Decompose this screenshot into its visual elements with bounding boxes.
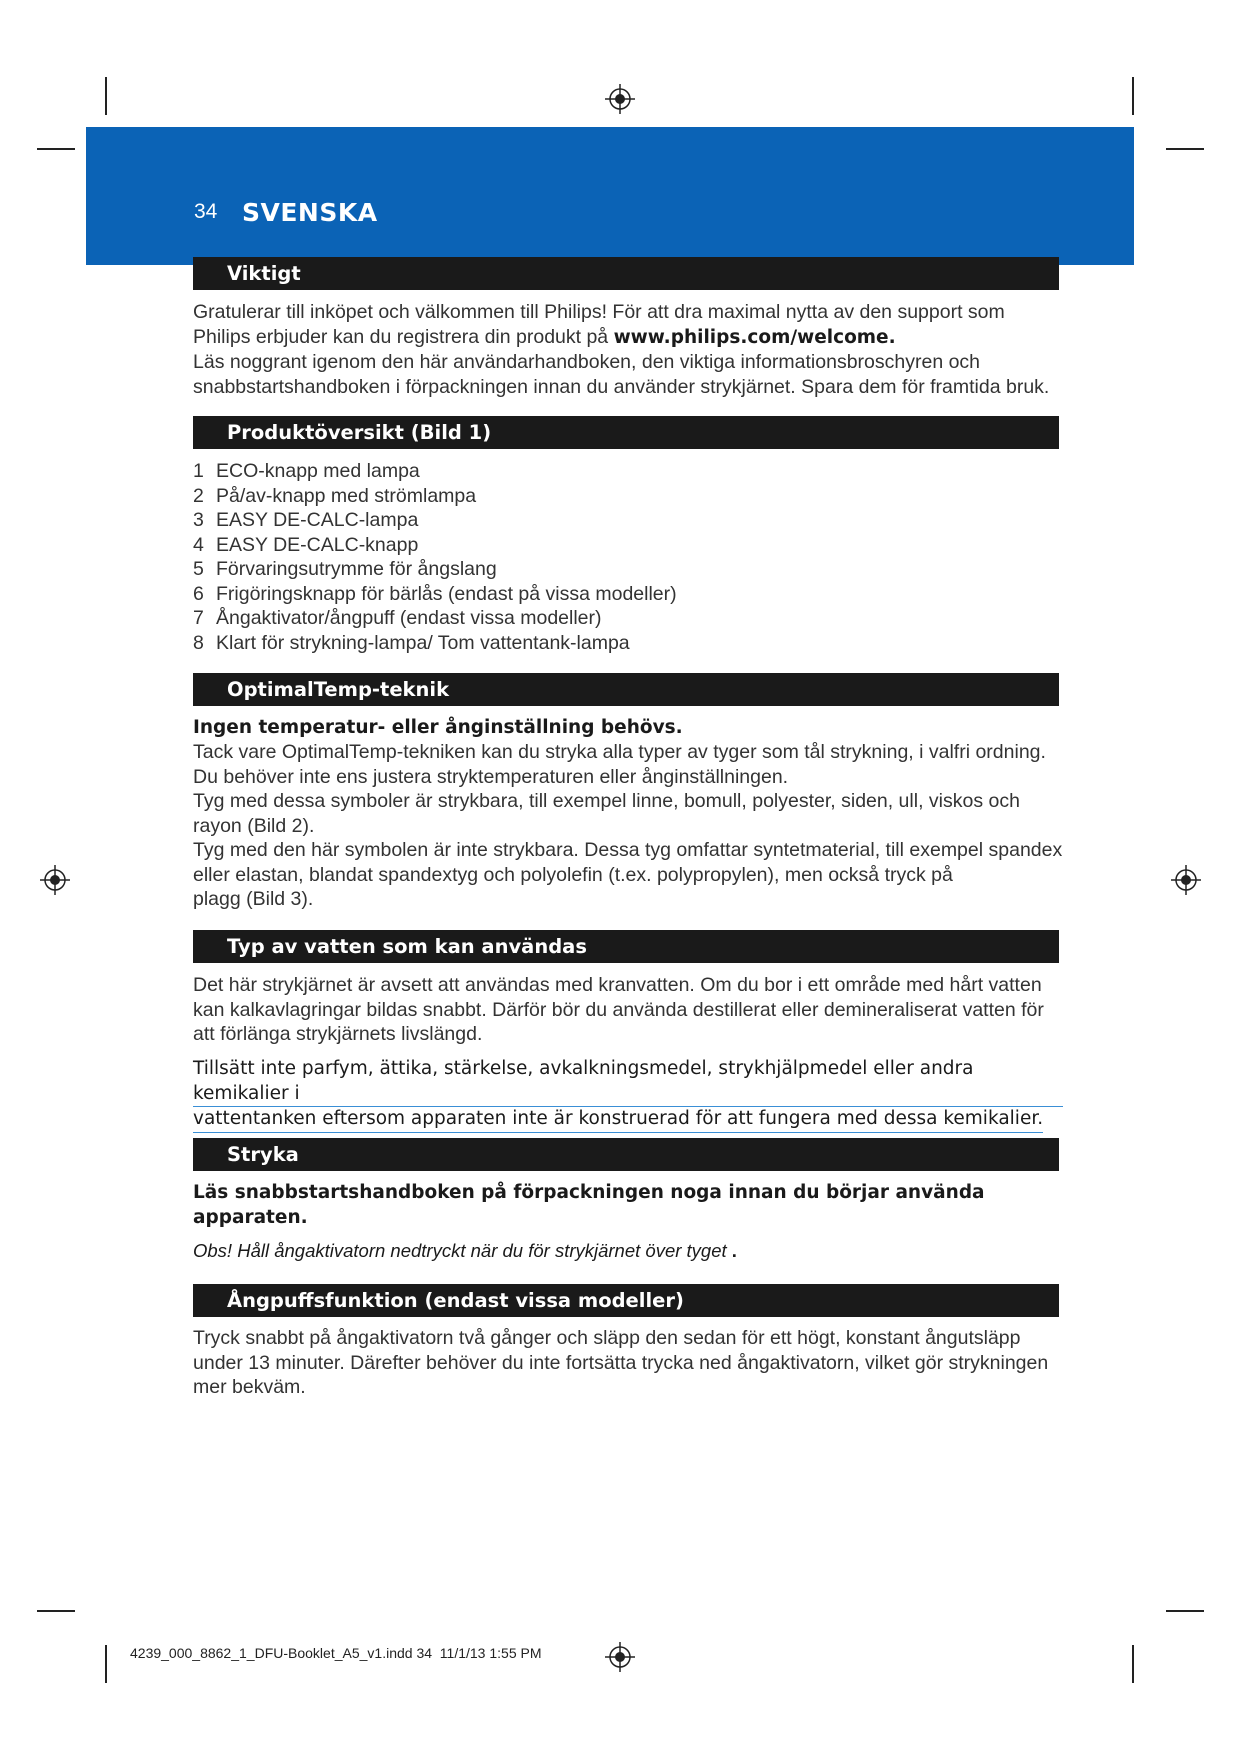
optimaltemp-lead: Ingen temperatur- eller ånginställning behövs. bbox=[193, 717, 683, 738]
chemical-warning bbox=[193, 1057, 1063, 1133]
text-line: eller elastan, blandat spandextyg och polyolefin (t.ex. polypropylen), men också tryck på bbox=[193, 863, 953, 886]
warning-line: Tillsätt inte parfym, ättika, stärkelse, avkalkningsmedel, strykhjälpmedel eller andra kemikalier i bbox=[193, 1057, 1063, 1107]
stryka-lead: Läs snabbstartshandboken på förpackningen noga innan du börjar använda bbox=[193, 1182, 985, 1203]
registration-mark-icon bbox=[1171, 865, 1201, 895]
list-item: 6 Frigöringsknapp för bärlås (endast på vissa modeller) bbox=[193, 582, 677, 605]
stryka-lead: apparaten. bbox=[193, 1207, 308, 1228]
section-heading-viktigt: Viktigt bbox=[193, 257, 1059, 290]
warning-line: vattentanken eftersom apparaten inte är konstruerad för att fungera med dessa kemikalier. bbox=[193, 1107, 1043, 1133]
list-item: 8 Klart för strykning-lampa/ Tom vattentank-lampa bbox=[193, 631, 630, 654]
text-line: snabbstartshandboken i förpackningen innan du använder strykjärnet. Spara dem för framtida bruk. bbox=[193, 375, 1050, 398]
angpuff-body bbox=[193, 1326, 1063, 1400]
crop-mark bbox=[105, 1645, 107, 1683]
text-line: att förlänga strykjärnets livslängd. bbox=[193, 1023, 483, 1045]
crop-mark bbox=[1132, 77, 1134, 115]
text-line: Philips erbjuder kan du registrera din produkt på www.philips.com/welcome. bbox=[193, 325, 896, 348]
section-heading-optimaltemp: OptimalTemp-teknik bbox=[193, 673, 1059, 706]
philips-welcome-link: www.philips.com/welcome. bbox=[613, 326, 896, 348]
crop-mark bbox=[1166, 148, 1204, 150]
section-heading-angpuff: Ångpuffsfunktion (endast vissa modeller) bbox=[193, 1284, 1059, 1317]
print-slug: 4239_000_8862_1_DFU-Booklet_A5_v1.indd 34 11/1/13 1:55 PM bbox=[130, 1645, 542, 1661]
page-number: 34 bbox=[194, 200, 218, 223]
header-band bbox=[86, 127, 1134, 265]
text-line: mer bekväm. bbox=[193, 1376, 306, 1398]
crop-mark bbox=[105, 77, 107, 115]
text-line: kan kalkavlagringar bildas snabbt. Därför bör du använda destillerat eller demineraliserat vatten för bbox=[193, 998, 1044, 1021]
registration-mark-icon bbox=[605, 84, 635, 114]
list-item: 2 På/av-knapp med strömlampa bbox=[193, 484, 477, 507]
stryka-note: Obs! Håll ångaktivatorn nedtryckt när du för strykjärnet över tyget . bbox=[193, 1240, 737, 1261]
text-line: Tyg med den här symbolen är inte strykbara. Dessa tyg omfattar syntetmaterial, till exempel spandex bbox=[193, 839, 1063, 861]
text-line: plagg (Bild 3). bbox=[193, 888, 314, 910]
text-line: Läs noggrant igenom den här användarhandboken, den viktiga informationsbroschyren och bbox=[193, 351, 981, 373]
language-title: SVENSKA bbox=[242, 198, 378, 227]
text-line: Gratulerar till inköpet och välkommen till Philips! För att dra maximal nytta av den support som bbox=[193, 301, 1005, 323]
list-item: 4 EASY DE-CALC-knapp bbox=[193, 533, 419, 556]
list-item: 7 Ångaktivator/ångpuff (endast vissa modeller) bbox=[193, 607, 602, 629]
crop-mark bbox=[1132, 1645, 1134, 1683]
crop-mark bbox=[37, 1610, 75, 1612]
registration-mark-icon bbox=[605, 1642, 635, 1672]
section-heading-produktoversikt: Produktöversikt (Bild 1) bbox=[193, 416, 1059, 449]
text-line: rayon (Bild 2). bbox=[193, 814, 315, 837]
stryka-body bbox=[193, 1180, 1063, 1263]
text-line: Tack vare OptimalTemp-tekniken kan du stryka alla typer av tyger som tål strykning, i valfri ordning. bbox=[193, 741, 1046, 763]
registration-mark-icon bbox=[40, 865, 70, 895]
text-line: under 13 minuter. Därefter behöver du inte fortsätta trycka ned ångaktivatorn, vilket gör strykningen bbox=[193, 1351, 1049, 1374]
text-line: Du behöver inte ens justera stryktemperaturen eller ånginställningen. bbox=[193, 765, 789, 788]
optimaltemp-body bbox=[193, 715, 1063, 912]
list-item: 5 Förvaringsutrymme för ångslang bbox=[193, 558, 497, 580]
product-overview-list bbox=[193, 459, 1063, 655]
list-item: 1 ECO-knapp med lampa bbox=[193, 460, 420, 482]
viktigt-body bbox=[193, 300, 1063, 399]
crop-mark bbox=[37, 148, 75, 150]
text-line: Det här strykjärnet är avsett att användas med kranvatten. Om du bor i ett område med hårt vatten bbox=[193, 974, 1042, 996]
vatten-body bbox=[193, 973, 1063, 1047]
section-heading-stryka: Stryka bbox=[193, 1138, 1059, 1171]
text-line: Tryck snabbt på ångaktivatorn två gånger och släpp den sedan för ett högt, konstant ångutsläpp bbox=[193, 1327, 1021, 1349]
section-heading-vatten: Typ av vatten som kan användas bbox=[193, 930, 1059, 963]
list-item: 3 EASY DE-CALC-lampa bbox=[193, 509, 419, 531]
crop-mark bbox=[1166, 1610, 1204, 1612]
text-line: Tyg med dessa symboler är strykbara, till exempel linne, bomull, polyester, siden, ull, viskos och bbox=[193, 790, 1020, 812]
